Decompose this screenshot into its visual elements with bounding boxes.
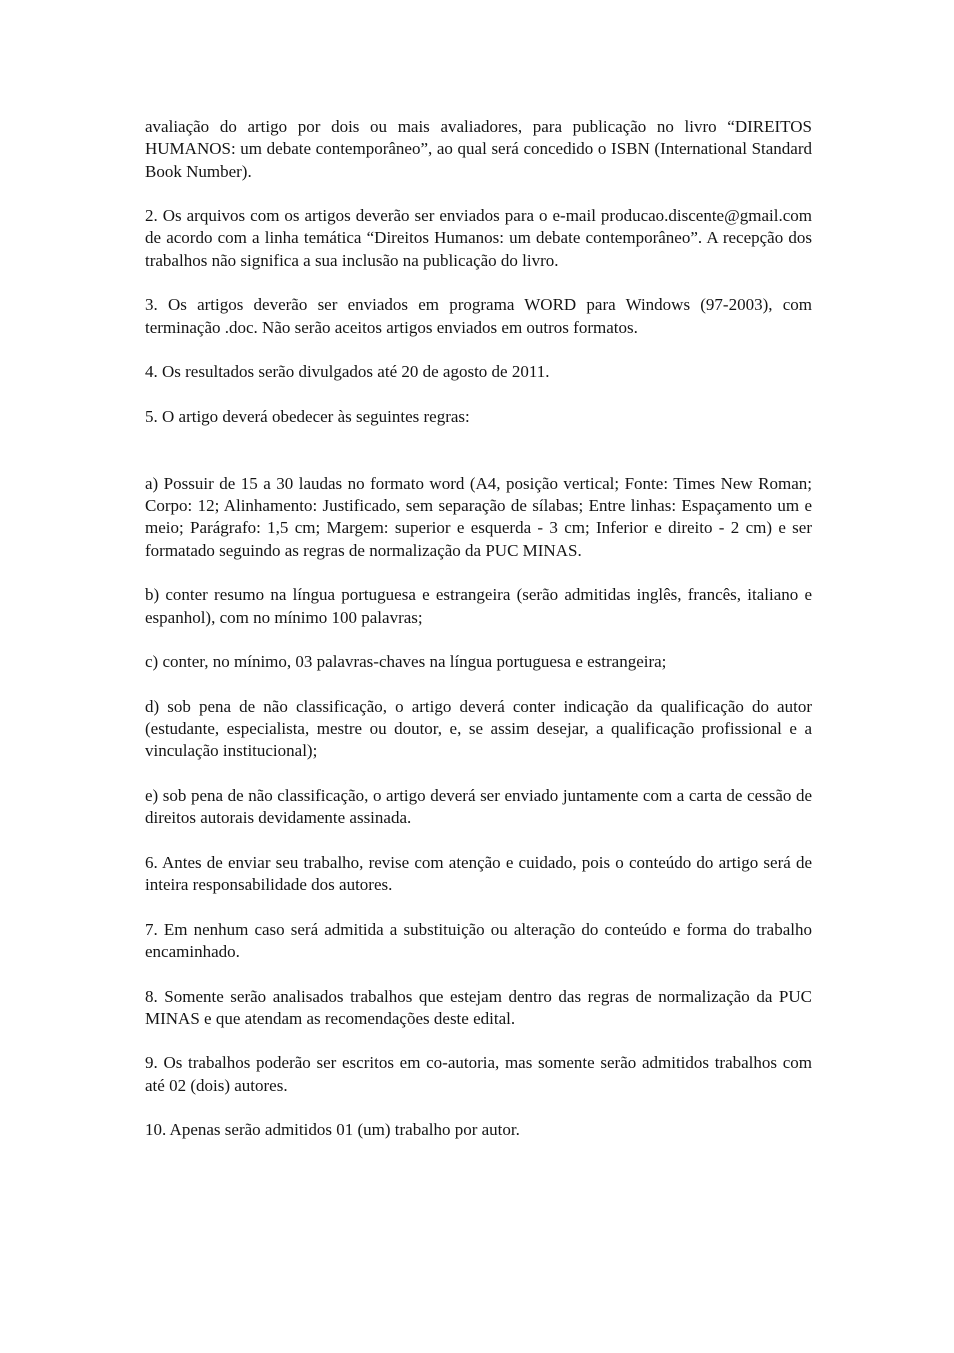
paragraph-intro-continuation: avaliação do artigo por dois ou mais avaliadores, para publicação no livro “DIREITOS HUMANOS: um debate contemporâneo”, ao qual será concedido o ISBN (International Standard Book Number).: [145, 117, 812, 181]
paragraph-rule-c: c) conter, no mínimo, 03 palavras-chaves na língua portuguesa e estrangeira;: [145, 652, 667, 672]
paragraph-item-10: 10. Apenas serão admitidos 01 (um) trabalho por autor.: [145, 1120, 520, 1140]
paragraph-item-9: 9. Os trabalhos poderão ser escritos em co-autoria, mas somente serão admitidos trabalhos com até 02 (dois) autores.: [145, 1053, 812, 1095]
paragraph-rule-d: d) sob pena de não classificação, o artigo deverá conter indicação da qualificação do autor (estudante, especialista, mestre ou doutor, e, se assim desejar, a qualificação profissional e a vinculação institucional);: [145, 696, 812, 761]
paragraph-item-5: 5. O artigo deverá obedecer às seguintes regras:: [145, 406, 470, 426]
paragraph-item-2: 2. Os arquivos com os artigos deverão ser enviados para o e-mail producao.discente@gmail.com de acordo com a linha temática “Direitos Humanos: um debate contemporâneo”. A recepção dos trabalhos não significa a sua inclusão na publicação do livro.: [145, 206, 812, 270]
paragraph-item-7: 7. Em nenhum caso será admitida a substituição ou alteração do conteúdo e forma do trabalho encaminhado.: [145, 919, 812, 961]
paragraph-item-8: 8. Somente serão analisados trabalhos que estejam dentro das regras de normalização da PUC MINAS e que atendam as recomendações deste edital.: [145, 986, 812, 1028]
paragraph-item-6: 6. Antes de enviar seu trabalho, revise com atenção e cuidado, pois o conteúdo do artigo será de inteira responsabilidade dos autores.: [145, 852, 812, 895]
paragraph-rule-b: b) conter resumo na língua portuguesa e estrangeira (serão admitidas inglês, francês, italiano e espanhol), com no mínimo 100 palavras;: [145, 585, 812, 627]
paragraph-item-4: 4. Os resultados serão divulgados até 20 de agosto de 2011.: [145, 362, 550, 382]
document-page: [145, 116, 812, 1164]
paragraph-rule-a: a) Possuir de 15 a 30 laudas no formato word (A4, posição vertical; Fonte: Times New Roman; Corpo: 12; Alinhamento: Justificado, sem separação de sílabas; Entre linhas: Espaçamento um e meio; Parágrafo: 1,5 cm; Margem: superior e esquerda - 3 cm; Inferior e direito - 2 cm) e ser formatado seguindo as regras de normalização da PUC MINAS.: [145, 473, 812, 560]
paragraph-item-3: 3. Os artigos deverão ser enviados em programa WORD para Windows (97-2003), com terminação .doc. Não serão aceitos artigos enviados em outros formatos.: [145, 295, 812, 337]
paragraph-rule-e: e) sob pena de não classificação, o artigo deverá ser enviado juntamente com a carta de cessão de direitos autorais devidamente assinada.: [145, 785, 812, 828]
